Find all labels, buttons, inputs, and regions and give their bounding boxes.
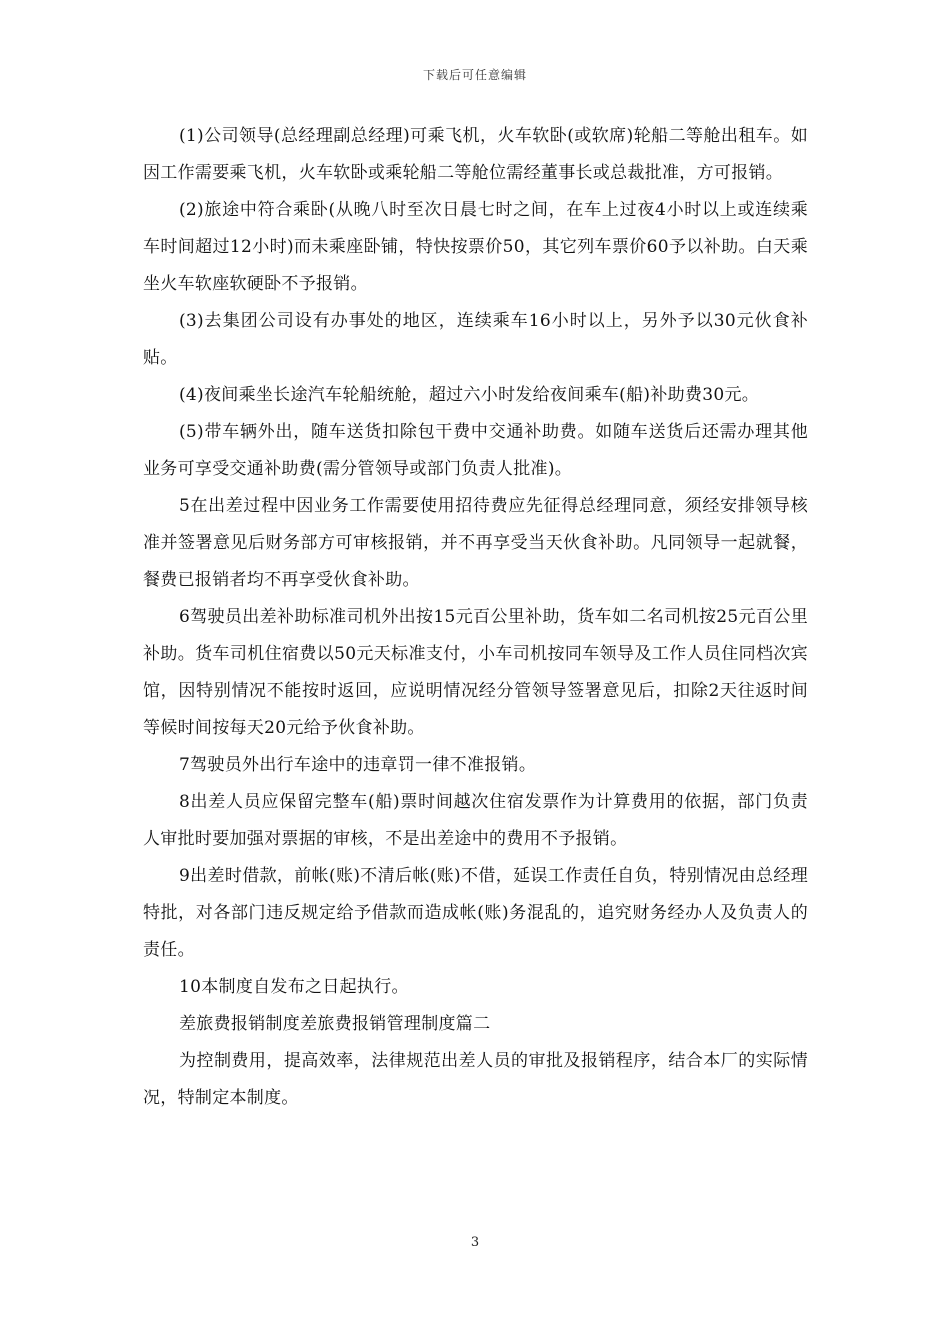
document-body	[143, 118, 808, 1117]
paragraph-10: 9出差时借款，前帐(账)不清后帐(账)不借，延误工作责任自负，特别情况由总经理特批，对各部门违反规定给予借款而造成帐(账)务混乱的，追究财务经办人及负责人的责任。	[143, 866, 808, 960]
paragraph-4: (4)夜间乘坐长途汽车轮船统舱，超过六小时发给夜间乘车(船)补助费30元。	[179, 385, 760, 405]
paragraph-2: (2)旅途中符合乘卧(从晚八时至次日晨七时之间，在车上过夜4小时以上或连续乘车时间超过12小时)而未乘座卧铺，特快按票价50，其它列车票价60予以补助。白天乘坐火车软座软硬卧不予报销。	[143, 200, 808, 294]
paragraph-13: 为控制费用，提高效率，法律规范出差人员的审批及报销程序，结合本厂的实际情况，特制定本制度。	[143, 1051, 808, 1108]
page-header: 下载后可任意编辑	[422, 68, 527, 82]
paragraph-6: 5在出差过程中因业务工作需要使用招待费应先征得总经理同意，须经安排领导核准并签署意见后财务部方可审核报销，并不再享受当天伙食补助。凡同领导一起就餐，餐费已报销者均不再享受伙食补助。	[143, 496, 808, 590]
paragraph-3: (3)去集团公司设有办事处的地区，连续乘车16小时以上，另外予以30元伙食补贴。	[143, 311, 808, 368]
paragraph-9: 8出差人员应保留完整车(船)票时间越次住宿发票作为计算费用的依据，部门负责人审批时要加强对票据的审核，不是出差途中的费用不予报销。	[143, 792, 808, 849]
page-number: 3	[470, 1235, 480, 1250]
paragraph-5: (5)带车辆外出，随车送货扣除包干费中交通补助费。如随车送货后还需办理其他业务可享受交通补助费(需分管领导或部门负责人批准)。	[143, 422, 808, 479]
section-heading: 差旅费报销制度差旅费报销管理制度篇二	[179, 1014, 491, 1034]
paragraph-1: (1)公司领导(总经理副总经理)可乘飞机，火车软卧(或软席)轮船二等舱出租车。如因工作需要乘飞机，火车软卧或乘轮船二等舱位需经董事长或总裁批准，方可报销。	[143, 126, 808, 183]
paragraph-11: 10本制度自发布之日起执行。	[179, 977, 409, 997]
paragraph-7: 6驾驶员出差补助标准司机外出按15元百公里补助，货车如二名司机按25元百公里补助。货车司机住宿费以50元天标准支付，小车司机按同车领导及工作人员住同档次宾馆，因特别情况不能按时返回，应说明情况经分管领导签署意见后，扣除2天往返时间等候时间按每天20元给予伙食补助。	[143, 607, 808, 738]
paragraph-8: 7驾驶员外出行车途中的违章罚一律不准报销。	[179, 755, 537, 775]
